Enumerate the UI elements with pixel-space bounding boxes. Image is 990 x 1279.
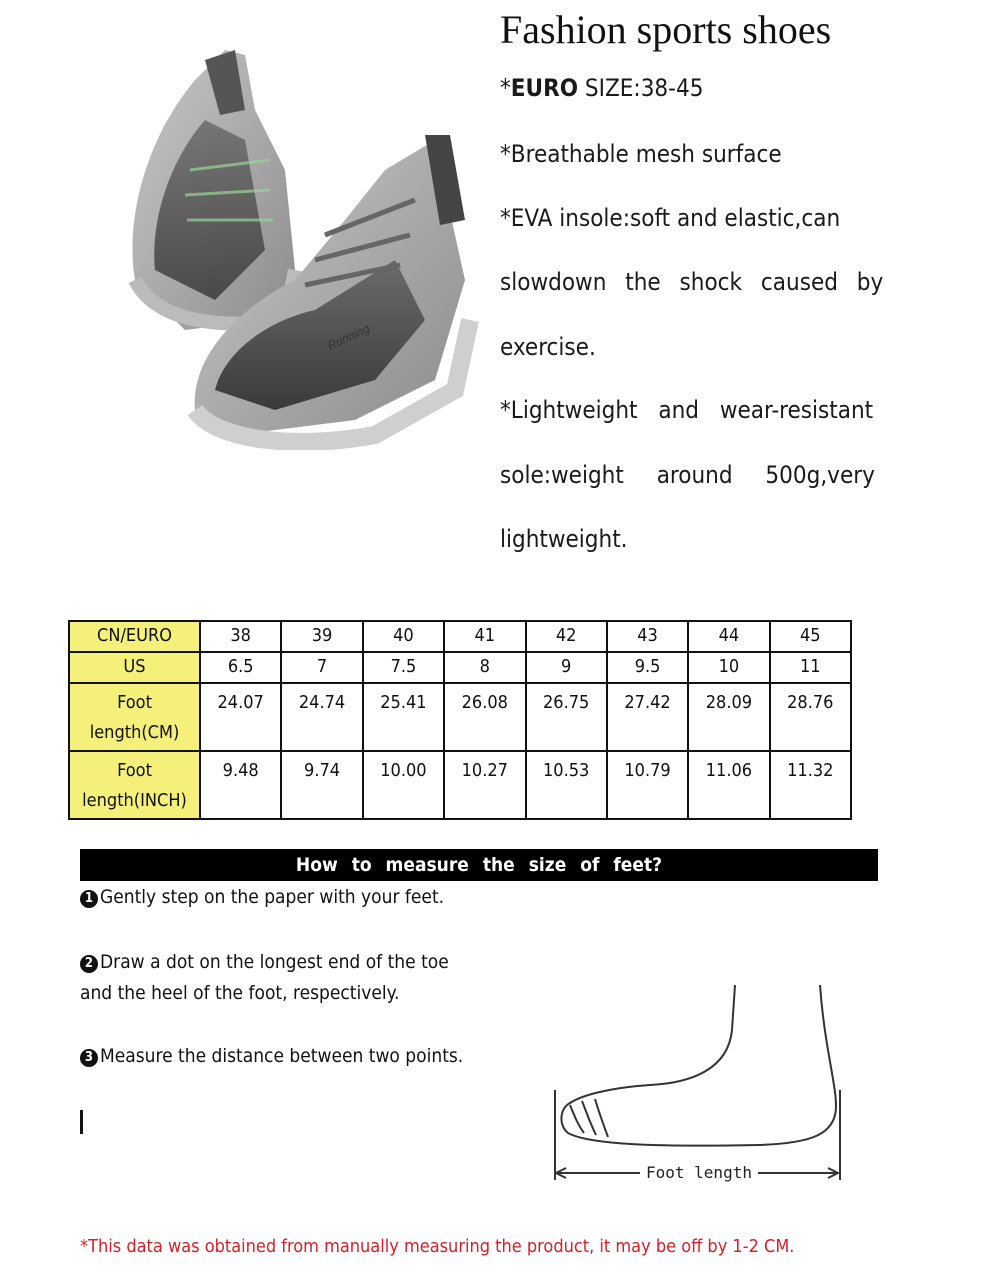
text-cursor bbox=[80, 1110, 83, 1134]
table-cell: 28.09 bbox=[688, 683, 769, 751]
table-row bbox=[69, 621, 851, 652]
row-header: Foot length(INCH) bbox=[69, 751, 200, 819]
step-number: 1 bbox=[80, 890, 98, 908]
table-cell: 7.5 bbox=[363, 652, 444, 683]
measurement-disclaimer: *This data was obtained from manually measuring the product, it may be off by 1-2 CM. bbox=[80, 1236, 795, 1257]
measure-heading: How to measure the size of feet? bbox=[80, 849, 878, 881]
table-cell: 41 bbox=[444, 621, 525, 652]
table-cell: 28.76 bbox=[770, 683, 851, 751]
feature-line: *EVA insole:soft and elastic,can bbox=[500, 204, 841, 232]
table-row bbox=[69, 683, 851, 751]
table-cell: 25.41 bbox=[363, 683, 444, 751]
table-cell: 45 bbox=[770, 621, 851, 652]
feature-size: *EURO SIZE:38-45 bbox=[500, 74, 704, 102]
table-cell: 26.75 bbox=[526, 683, 607, 751]
measure-step-2-cont: and the heel of the foot, respectively. bbox=[80, 982, 400, 1004]
product-title: Fashion sports shoes bbox=[500, 7, 832, 52]
row-header: US bbox=[69, 652, 200, 683]
measure-step-2 bbox=[80, 946, 449, 978]
foot-diagram bbox=[540, 975, 860, 1190]
step-text: Gently step on the paper with your feet. bbox=[100, 886, 445, 908]
table-cell: 9.5 bbox=[607, 652, 688, 683]
feature-insole-cont: slowdown the shock caused by bbox=[500, 268, 884, 296]
shoe-product-image bbox=[95, 20, 485, 450]
measure-step-3 bbox=[80, 1040, 463, 1072]
table-cell: 26.08 bbox=[444, 683, 525, 751]
table-cell: 6.5 bbox=[200, 652, 281, 683]
table-cell: 9 bbox=[526, 652, 607, 683]
feature-insole-end: exercise. bbox=[500, 333, 596, 361]
table-cell: 11.32 bbox=[770, 751, 851, 819]
table-cell: 10.79 bbox=[607, 751, 688, 819]
table-cell: 24.74 bbox=[281, 683, 362, 751]
feature-sole: *Lightweight and wear-resistant bbox=[500, 396, 874, 424]
feature-sole-end: lightweight. bbox=[500, 525, 628, 553]
table-cell: 10.27 bbox=[444, 751, 525, 819]
feature-insole bbox=[500, 202, 878, 234]
table-cell: 9.74 bbox=[281, 751, 362, 819]
step-text: Measure the distance between two points. bbox=[100, 1045, 464, 1067]
table-cell: 10 bbox=[688, 652, 769, 683]
table-cell: 44 bbox=[688, 621, 769, 652]
table-row bbox=[69, 751, 851, 819]
size-chart-table bbox=[68, 620, 852, 820]
feature-mesh: *Breathable mesh surface bbox=[500, 140, 782, 168]
table-cell: 24.07 bbox=[200, 683, 281, 751]
table-cell: 42 bbox=[526, 621, 607, 652]
table-cell: 38 bbox=[200, 621, 281, 652]
row-header: Foot length(CM) bbox=[69, 683, 200, 751]
table-cell: 10.53 bbox=[526, 751, 607, 819]
table-cell: 39 bbox=[281, 621, 362, 652]
measure-step-1 bbox=[80, 881, 444, 913]
table-cell: 11 bbox=[770, 652, 851, 683]
step-number: 3 bbox=[80, 1049, 98, 1067]
foot-length-label: Foot length bbox=[640, 1163, 758, 1182]
table-cell: 9.48 bbox=[200, 751, 281, 819]
table-row bbox=[69, 652, 851, 683]
table-cell: 8 bbox=[444, 652, 525, 683]
feature-sole-cont: sole:weight around 500g,very bbox=[500, 461, 875, 489]
step-number: 2 bbox=[80, 955, 98, 973]
table-cell: 11.06 bbox=[688, 751, 769, 819]
table-cell: 10.00 bbox=[363, 751, 444, 819]
svg-text:Running: Running bbox=[325, 321, 372, 353]
step-text: Draw a dot on the longest end of the toe bbox=[100, 951, 449, 973]
table-cell: 40 bbox=[363, 621, 444, 652]
row-header: CN/EURO bbox=[69, 621, 200, 652]
table-cell: 43 bbox=[607, 621, 688, 652]
table-cell: 7 bbox=[281, 652, 362, 683]
table-cell: 27.42 bbox=[607, 683, 688, 751]
